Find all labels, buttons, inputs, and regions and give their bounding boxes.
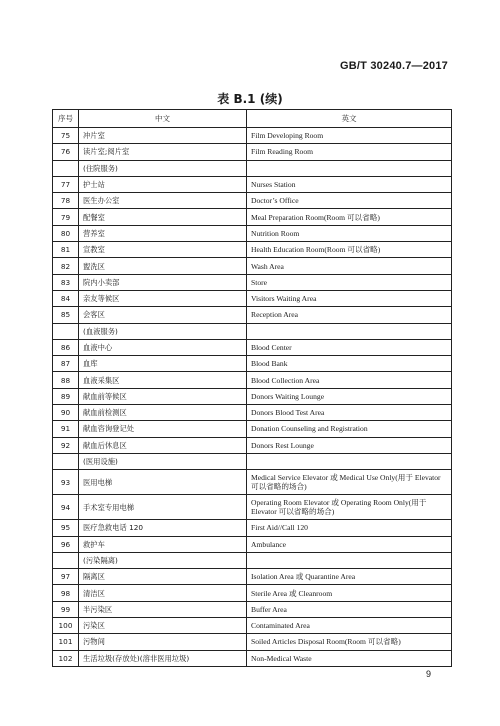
table-row [53, 405, 452, 421]
table-row [53, 356, 452, 372]
table-row [53, 437, 452, 453]
terms-table [52, 109, 452, 667]
row-number: 78 [53, 193, 79, 209]
row-number: 94 [53, 495, 79, 520]
row-chinese-term: 献血前等候区 [79, 388, 247, 404]
row-chinese-term: 生活垃圾(存放处)(溶非医用垃圾) [79, 650, 247, 666]
row-chinese-term: 会客区 [79, 307, 247, 323]
row-number: 85 [53, 307, 79, 323]
row-english-term: Film Developing Room [247, 128, 452, 144]
row-chinese-term: 医用电梯 [79, 470, 247, 495]
row-number: 84 [53, 290, 79, 306]
row-number: 101 [53, 634, 79, 650]
row-english-term: Operating Room Elevator 或 Operating Room Only(用于 Elevator 可以省略的场合) [247, 495, 452, 520]
row-chinese-term: 护士站 [79, 176, 247, 192]
row-english-term: First Aid//Call 120 [247, 520, 452, 536]
table-row [53, 470, 452, 495]
page-number: 9 [426, 669, 432, 679]
table-row [53, 258, 452, 274]
row-number [53, 160, 79, 176]
table-row [53, 160, 452, 176]
row-chinese-term: 医疗急救电话 120 [79, 520, 247, 536]
table-row [53, 618, 452, 634]
column-header-chinese: 中文 [79, 110, 247, 128]
row-chinese-term: 献血前检测区 [79, 405, 247, 421]
row-number: 102 [53, 650, 79, 666]
row-english-term: Isolation Area 或 Quarantine Area [247, 569, 452, 585]
row-number: 81 [53, 242, 79, 258]
table-row [53, 323, 452, 339]
row-number [53, 552, 79, 568]
row-number: 100 [53, 618, 79, 634]
row-number: 86 [53, 339, 79, 355]
row-chinese-term: 血液采集区 [79, 372, 247, 388]
row-english-term: Meal Preparation Room(Room 可以省略) [247, 209, 452, 225]
row-chinese-term: 清洁区 [79, 585, 247, 601]
row-number: 87 [53, 356, 79, 372]
row-number: 80 [53, 225, 79, 241]
row-chinese-term: 隔离区 [79, 569, 247, 585]
row-chinese-term: (污染隔离) [79, 552, 247, 568]
table-title: 表 B.1 (续) [217, 92, 283, 106]
table-row [53, 242, 452, 258]
row-english-term: Reception Area [247, 307, 452, 323]
table-row [53, 128, 452, 144]
row-english-term: Medical Service Elevator 或 Medical Use Only(用于 Elevator 可以省略的场合) [247, 470, 452, 495]
column-header-number: 序号 [53, 110, 79, 128]
row-chinese-term: 亲友等候区 [79, 290, 247, 306]
table-row [53, 193, 452, 209]
table-row [53, 601, 452, 617]
row-chinese-term: 宣教室 [79, 242, 247, 258]
row-chinese-term: (医用设施) [79, 453, 247, 469]
row-number: 83 [53, 274, 79, 290]
row-chinese-term: 污物间 [79, 634, 247, 650]
row-english-term: Soiled Articles Disposal Room(Room 可以省略) [247, 634, 452, 650]
row-chinese-term: 医生办公室 [79, 193, 247, 209]
table-row [53, 307, 452, 323]
table-row [53, 225, 452, 241]
row-english-term: Donation Counseling and Registration [247, 421, 452, 437]
row-number: 79 [53, 209, 79, 225]
row-number: 96 [53, 536, 79, 552]
standard-code: GB/T 30240.7—2017 [340, 60, 448, 72]
row-english-term: Nutrition Room [247, 225, 452, 241]
table-header-row [53, 110, 452, 128]
table-row [53, 339, 452, 355]
row-english-term: Blood Center [247, 339, 452, 355]
row-chinese-term: 血液中心 [79, 339, 247, 355]
row-number: 98 [53, 585, 79, 601]
table-row [53, 388, 452, 404]
row-chinese-term: (血液服务) [79, 323, 247, 339]
row-chinese-term: 营养室 [79, 225, 247, 241]
table-row [53, 650, 452, 666]
table-row [53, 634, 452, 650]
row-chinese-term: 冲片室 [79, 128, 247, 144]
table-row [53, 144, 452, 160]
row-english-term: Blood Bank [247, 356, 452, 372]
table-row [53, 372, 452, 388]
table-row [53, 209, 452, 225]
row-english-term: Contaminated Area [247, 618, 452, 634]
table-row [53, 453, 452, 469]
row-number [53, 323, 79, 339]
table-row [53, 274, 452, 290]
row-chinese-term: 院内小卖部 [79, 274, 247, 290]
row-english-term: Health Education Room(Room 可以省略) [247, 242, 452, 258]
row-chinese-term: 手术室专用电梯 [79, 495, 247, 520]
row-english-term: Buffer Area [247, 601, 452, 617]
row-english-term [247, 160, 452, 176]
row-chinese-term: 献血后休息区 [79, 437, 247, 453]
row-chinese-term: 献血咨询登记处 [79, 421, 247, 437]
row-english-term: Wash Area [247, 258, 452, 274]
row-number: 77 [53, 176, 79, 192]
row-english-term [247, 453, 452, 469]
row-chinese-term: 配餐室 [79, 209, 247, 225]
row-number: 75 [53, 128, 79, 144]
row-chinese-term: 半污染区 [79, 601, 247, 617]
row-english-term: Doctor’s Office [247, 193, 452, 209]
row-number: 99 [53, 601, 79, 617]
row-english-term: Visitors Waiting Area [247, 290, 452, 306]
table-row [53, 421, 452, 437]
row-number: 88 [53, 372, 79, 388]
row-number: 90 [53, 405, 79, 421]
row-chinese-term: 血库 [79, 356, 247, 372]
table-row [53, 176, 452, 192]
row-number: 89 [53, 388, 79, 404]
row-english-term: Nurses Station [247, 176, 452, 192]
row-number: 76 [53, 144, 79, 160]
row-english-term: Donors Blood Test Area [247, 405, 452, 421]
row-number: 95 [53, 520, 79, 536]
row-chinese-term: 盥洗区 [79, 258, 247, 274]
row-english-term: Film Reading Room [247, 144, 452, 160]
row-number: 93 [53, 470, 79, 495]
row-chinese-term: (住院服务) [79, 160, 247, 176]
table-row [53, 569, 452, 585]
row-number: 91 [53, 421, 79, 437]
row-english-term [247, 323, 452, 339]
column-header-english: 英文 [247, 110, 452, 128]
row-number: 92 [53, 437, 79, 453]
row-chinese-term: 读片室;阅片室 [79, 144, 247, 160]
row-english-term: Blood Collection Area [247, 372, 452, 388]
row-number: 97 [53, 569, 79, 585]
row-english-term: Ambulance [247, 536, 452, 552]
row-english-term: Donors Waiting Lounge [247, 388, 452, 404]
row-english-term: Sterile Area 或 Cleanroom [247, 585, 452, 601]
row-english-term: Non-Medical Waste [247, 650, 452, 666]
table-row [53, 520, 452, 536]
row-english-term [247, 552, 452, 568]
table-row [53, 536, 452, 552]
row-chinese-term: 污染区 [79, 618, 247, 634]
table-row [53, 495, 452, 520]
row-chinese-term: 救护车 [79, 536, 247, 552]
table-row [53, 290, 452, 306]
row-number: 82 [53, 258, 79, 274]
row-english-term: Donors Rest Lounge [247, 437, 452, 453]
row-english-term: Store [247, 274, 452, 290]
row-number [53, 453, 79, 469]
table-row [53, 585, 452, 601]
table-row [53, 552, 452, 568]
